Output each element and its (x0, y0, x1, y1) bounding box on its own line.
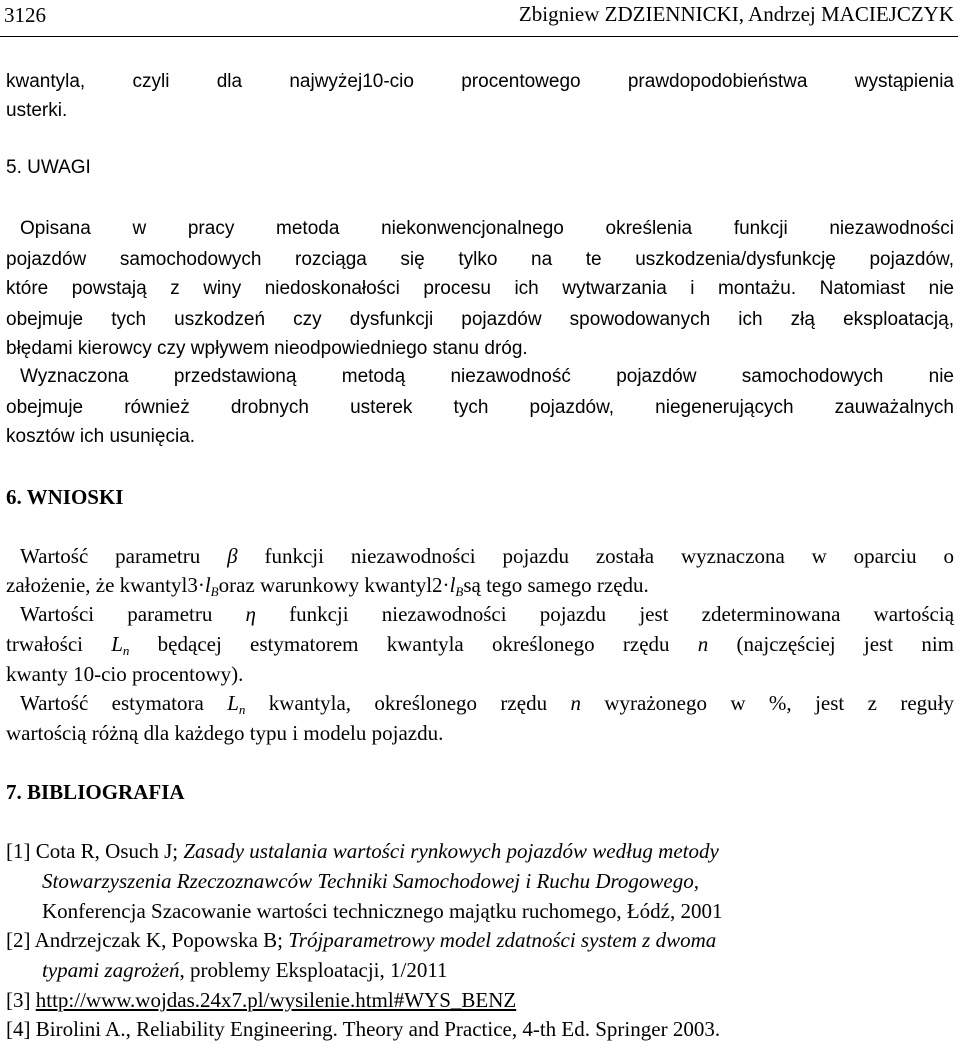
reference-3: [3] http://www.wojdas.24x7.pl/wysilenie.html#WYS_BENZ (6, 988, 517, 1012)
page-number: 3126 (4, 3, 46, 27)
section-5-line-8: kosztów ich usunięcia. (6, 426, 196, 447)
conclusion-2-line-1: Wartości parametru η funkcji niezawodności pojazdu jest zdeterminowana wartością (20, 602, 955, 626)
section-5-line-7: obejmuje również drobnych usterek tych pojazdów, niegenerujących zauważalnych (6, 397, 954, 418)
conclusion-2-line-2: trwałości $L_n$ będącej estymatorem kwantyla określonego rzędu n (najczęściej jest nim (6, 632, 954, 658)
section-5-heading: 5. UWAGI (6, 157, 91, 178)
conclusion-1-line-2: założenie, że $kwantyl3\cdot l_Boraz$ warunkowy $kwantyl2\cdot l_Bsą$ tego samego rzędu. (6, 573, 649, 599)
section-6-heading: 6. WNIOSKI (6, 485, 124, 509)
reference-1-rest: Konferencja Szacowanie wartości technicznego majątku ruchomego, Łódź, 2001 (42, 899, 723, 923)
page-header (0, 0, 958, 37)
conclusion-3-line-2: wartością różną dla każdego typu i modelu pojazdu. (6, 721, 444, 745)
section-5-line-4: obejmuje tych uszkodzeń czy dysfunkcji pojazdów spowodowanych ich złą eksploatacją, (6, 309, 954, 330)
section-5-line-6: Wyznaczona przedstawioną metodą niezawodność pojazdów samochodowych nie (20, 366, 954, 387)
reference-2: [2] Andrzejczak K, Popowska B; Trójparametrowy model zdatności system z dwoma (6, 928, 717, 952)
intro-line-2: usterki. (6, 100, 68, 121)
section-5-line-1: Opisana w pracy metoda niekonwencjonalnego określenia funkcji niezawodności (20, 218, 954, 239)
intro-line-1: kwantyla, czyli dla najwyżej10-cio procentowego prawdopodobieństwa wystąpienia (6, 71, 954, 92)
section-7-heading: 7. BIBLIOGRAFIA (6, 780, 185, 804)
section-5-line-2: pojazdów samochodowych rozciąga się tylko na te uszkodzenia/dysfunkcję pojazdów, (6, 249, 954, 270)
conclusion-3-line-1: Wartość estymatora $L_n$ kwantyla, określonego rzędu n wyrażonego w %, jest z reguły (20, 691, 954, 717)
reference-2-cont: typami zagrożeń, problemy Eksploatacji, 1/2011 (42, 958, 448, 982)
conclusion-1-line-1: Wartość parametru β funkcji niezawodności pojazdu została wyznaczona w oparciu o (20, 544, 954, 568)
running-head-authors: Zbigniew ZDZIENNICKI, Andrzej MACIEJCZYK (518, 2, 954, 26)
reference-4: [4] Birolini A., Reliability Engineering. Theory and Practice, 4-th Ed. Springer 2003. (6, 1017, 721, 1041)
section-5-line-5: błędami kierowcy czy wpływem nieodpowiedniego stanu dróg. (6, 338, 528, 359)
reference-1: [1] Cota R, Osuch J; Zasady ustalania wartości rynkowych pojazdów według metody (6, 839, 719, 863)
conclusion-2-line-3: kwanty 10-cio procentowy). (6, 662, 244, 686)
reference-3-link[interactable]: http://www.wojdas.24x7.pl/wysilenie.html#WYS_BENZ (35, 988, 517, 1012)
reference-1-title-cont: Stowarzyszenia Rzeczoznawców Techniki Samochodowej i Ruchu Drogowego, (42, 869, 699, 893)
section-5-line-3: które powstają z winy niedoskonałości procesu ich wytwarzania i montażu. Natomiast nie (6, 278, 954, 299)
